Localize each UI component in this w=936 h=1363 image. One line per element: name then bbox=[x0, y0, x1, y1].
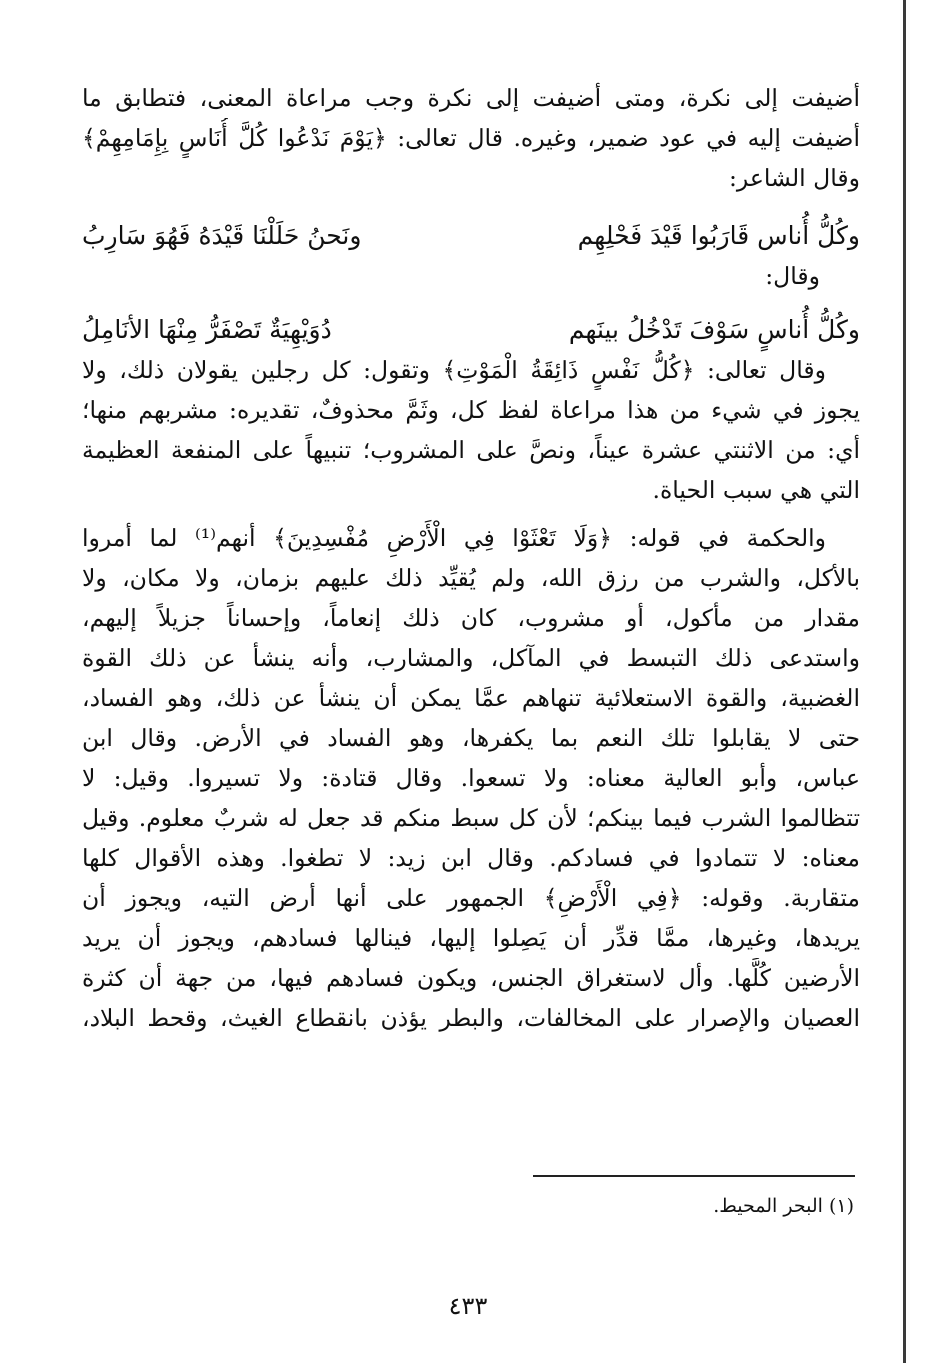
paragraph-1 bbox=[82, 78, 860, 198]
text-line: مقدار من مأكول، أو مشروب، كان ذلك إنعاماً، وإحساناً جزيلاً إليهم، bbox=[82, 604, 860, 632]
text-line: متقاربة. وقوله: ﴿فِي الْأَرْضِ﴾ الجمهور على أنها أرض التيه، ويجوز أن bbox=[82, 884, 860, 912]
text-line: واستدعى ذلك التبسط في المآكل، والمشارب، وأنه ينشأ عن ذلك القوة bbox=[82, 644, 860, 672]
text-line: أضيفت إليه في عود ضمير، وغيره. قال تعالى: ﴿يَوْمَ نَدْعُوا كُلَّ أُنَاسٍ بِإِمَامِهِمْ﴾ bbox=[82, 124, 860, 152]
text-line: الغضبية، والقوة الاستعلائية تنهاهم عمَّا يمكن أن ينشأ عن ذلك، وهو الفساد، bbox=[82, 684, 860, 712]
page-number: ٤٣٣ bbox=[448, 1292, 488, 1320]
text-line: معناه: لا تتمادوا في فسادكم. وقال ابن زيد: لا تطغوا. وهذه الأقوال كلها bbox=[82, 844, 860, 872]
text-line: بالأكل، والشرب من رزق الله، ولم يُقيِّد ذلك عليهم بزمان، ولا مكان، ولا bbox=[82, 564, 860, 592]
poetry-verse-1 bbox=[82, 216, 860, 256]
page-binding-edge bbox=[903, 0, 906, 1363]
text-line: والحكمة في قوله: ﴿وَلَا تَعْثَوْا فِي الْأَرْضِ مُفْسِدِينَ﴾ أنهم⁽¹⁾ لما أمروا bbox=[82, 524, 826, 552]
poet-intro-line: وقال: bbox=[765, 262, 820, 290]
text-line: الأرضين كُلَّها. وأل لاستغراق الجنس، ويكون فسادهم فيها، من جهة أن كثرة bbox=[82, 964, 860, 992]
poetry-verse-2 bbox=[82, 310, 860, 350]
text-line: تتظالموا الشرب فيما بينكم؛ لأن كل سبط منكم قد جعل له شربٌ معلوم. وقيل bbox=[82, 804, 860, 832]
text-line: عباس، وأبو العالية معناه: ولا تسعوا. وقال قتادة: ولا تسيروا. وقيل: لا bbox=[82, 764, 860, 792]
footnote: (١) البحر المحيط. bbox=[713, 1195, 854, 1217]
text-line: وقال الشاعر: bbox=[728, 164, 860, 192]
text-line: حتى لا يقابلوا تلك النعم بما يكفرها، وهو الفساد في الأرض. وقال ابن bbox=[82, 724, 860, 752]
text-line: أي: من الاثنتي عشرة عيناً، ونصَّ على المشروب؛ تنبيهاً على المنفعة العظيمة bbox=[82, 436, 860, 464]
paragraph-2 bbox=[82, 350, 860, 510]
text-line: أضيفت إلى نكرة، ومتى أضيفت إلى نكرة وجب مراعاة المعنى، فتطابق ما bbox=[82, 84, 860, 112]
verse-second-hemistich: دُوَيْهِيَةٌ تَصْفَرُّ مِنْهَا الأنَامِلُ bbox=[82, 315, 332, 344]
verse-first-hemistich: وكُلُّ أُناس قَارَبُوا قَيْدَ فَحْلِهِم bbox=[577, 221, 860, 250]
text-line: وقال تعالى: ﴿كُلُّ نَفْسٍ ذَائِقَةُ الْمَوْتِ﴾ وتقول: كل رجلين يقولان ذلك، ولا bbox=[82, 356, 826, 384]
footnote-separator bbox=[533, 1175, 855, 1177]
paragraph-3 bbox=[82, 518, 860, 1038]
verse-second-hemistich: ونَحنُ حَلَلْنَا قَيْدَهُ فَهُوَ سَارِبُ bbox=[82, 221, 362, 250]
verse-first-hemistich: وكُلُّ أُناسٍ سَوْفَ تَدْخُلُ بينَهم bbox=[568, 315, 860, 344]
text-line: يجوز في شيء من هذا مراعاة لفظ كل، وثَمَّ محذوفٌ، تقديره: مشربهم منها؛ bbox=[82, 396, 860, 424]
text-line: التي هي سبب الحياة. bbox=[652, 476, 860, 504]
text-line: العصيان والإصرار على المخالفات، والبطر يؤذن بانقطاع الغيث، وقحط البلاد، bbox=[82, 1004, 860, 1032]
text-line: يريدها، وغيرها، ممَّا قدِّر أن يَصِلوا إليها، فينالها فسادهم، ويجوز أن يريد bbox=[82, 924, 860, 952]
page-body bbox=[82, 78, 860, 1038]
